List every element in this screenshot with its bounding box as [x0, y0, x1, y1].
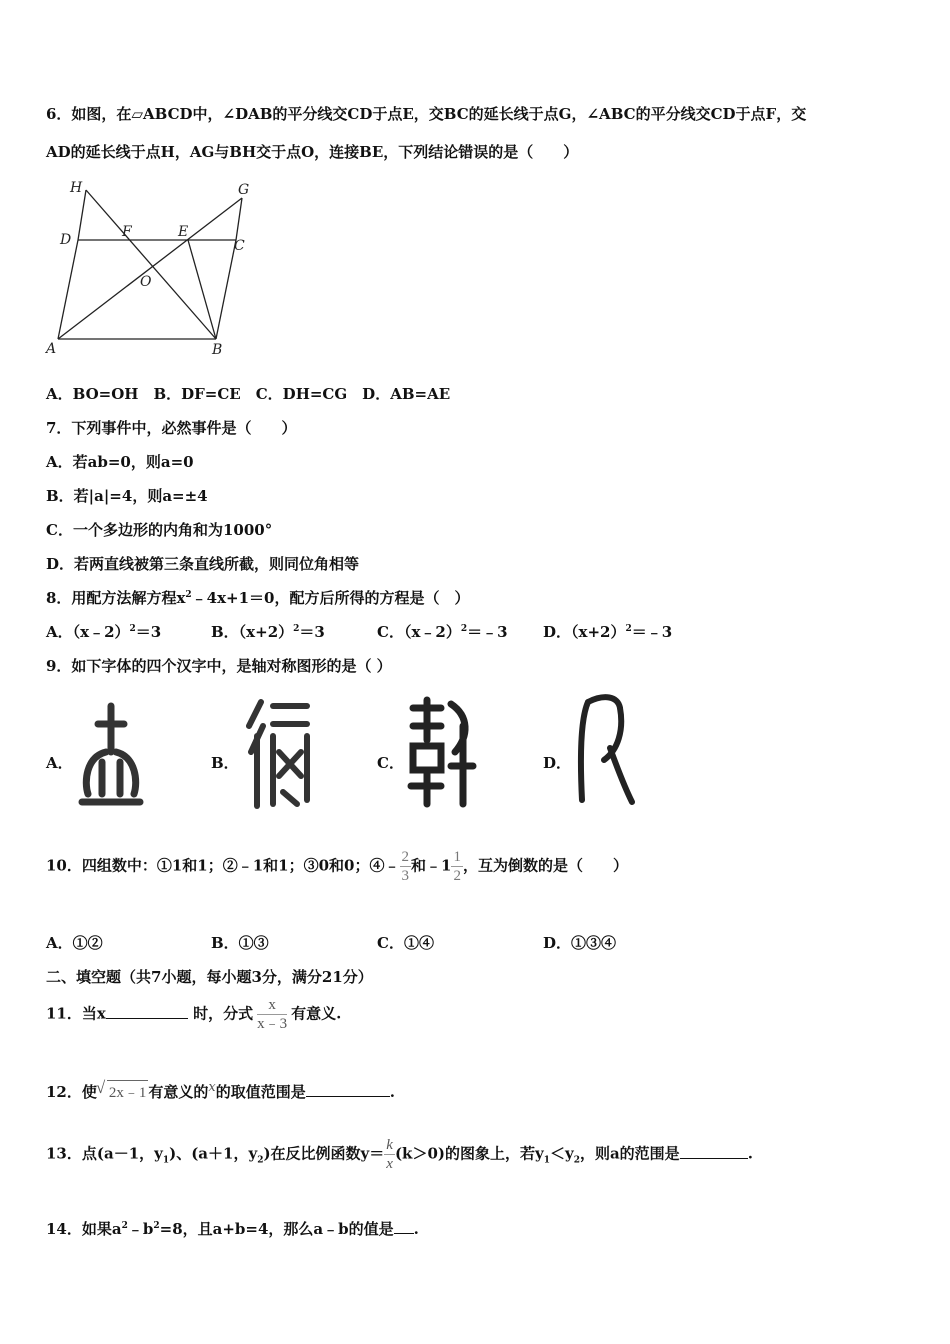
q8-option-a: A．（x﹣2）$^2$＝3: [46, 623, 162, 641]
q8-option-d: D．$(x+2)^2=﹣3$: [543, 623, 673, 641]
q13: 13．点(a－1，$y_1$)、(a＋1，$y_2$)在反比例函数y＝ $\frac{k}{x}$ (k＞0)的图象上，若$y_1<y_2$，则a的范围是 .: [46, 1137, 753, 1172]
seal-glyph-c-image: [407, 696, 477, 812]
q14-blank: [394, 1233, 414, 1234]
q6-figure: [44, 176, 259, 361]
q13-fraction: $\frac{k}{x}$: [386, 1137, 393, 1172]
label-a: A: [46, 341, 57, 357]
q10-option-a: A．①②: [46, 934, 103, 952]
q7-option-c: C．一个多边形的内角和为1000°: [46, 521, 273, 539]
seal-glyph-b-image: [243, 696, 313, 814]
q10-option-b: B．①③: [211, 934, 269, 952]
q6-stem-line2: AD的延长线于点H，AG与BH交于点O，连接BE，下列结论错误的是（ ）: [46, 143, 579, 161]
q7-stem: 7．下列事件中，必然事件是（ ）: [46, 419, 297, 437]
q13-blank: [680, 1158, 748, 1159]
q9-label-c: C．: [377, 754, 404, 772]
q10-stem: 10．四组数中：①1和1；②﹣1和1；③0和0；④﹣ $\frac{2}{3}$ 和﹣1 $\frac{1}{2}$ ，互为倒数的是（ ）: [46, 849, 628, 884]
q9-stem: 9．如下字体的四个汉字中，是轴对称图形的是（ ）: [46, 657, 392, 675]
q12-sqrt: √ 2x﹣1: [107, 1080, 149, 1102]
label-f: F: [122, 224, 132, 240]
q11-fraction: $\frac{x}{x﹣3}$: [257, 997, 288, 1032]
label-b: B: [212, 342, 223, 358]
q6-options: A．BO=OH B．DF=CE C．DH=CG D．AB=AE: [46, 385, 451, 403]
q10-fraction-1: $\frac{2}{3}$: [401, 849, 409, 884]
label-e: E: [178, 224, 189, 240]
q9-label-a: A．: [46, 754, 73, 772]
q7-option-b: B．若|a|=4，则a=±4: [46, 487, 208, 505]
q11: 11．当x 时，分式 $\frac{x}{x﹣3}$ 有意义.: [46, 997, 342, 1032]
q8-stem: 8．用配方法解方程$x^2﹣4x+1=0$，配方后所得的方程是（ ）: [46, 589, 470, 607]
section-2-heading: 二、填空题（共7小题，每小题3分，满分21分）: [46, 968, 373, 986]
q6-stem-line1: 6．如图，在▱ABCD中，∠DAB的平分线交CD于点E，交BC的延长线于点G，∠ABC的平分线交CD于点F，交: [46, 105, 807, 123]
q10-option-c: C．①④: [377, 934, 434, 952]
q12: 12．使√ 2x﹣1 有意义的x的取值范围是 .: [46, 1080, 395, 1102]
label-h: H: [70, 180, 83, 196]
q9-label-d: D．: [543, 754, 572, 772]
seal-glyph-d-image: [574, 690, 638, 808]
q8-option-b: B．$(x+2)^2=3$: [211, 623, 325, 641]
label-d: D: [60, 232, 72, 248]
q12-blank: [306, 1096, 390, 1097]
q11-blank: [106, 1018, 188, 1019]
q8-option-c: C．（x﹣2）$^2$＝﹣3: [377, 623, 508, 641]
q14: 14．如果$a^2﹣b^2=8$，且a+b=4，那么a﹣b的值是 .: [46, 1220, 419, 1238]
seal-glyph-a-image: [76, 702, 146, 812]
q7-option-d: D．若两直线被第三条直线所截，则同位角相等: [46, 555, 360, 573]
label-o: O: [140, 274, 152, 290]
label-c: C: [234, 238, 245, 254]
q10-fraction-2: $\frac{1}{2}$: [453, 849, 461, 884]
q10-option-d: D．①③④: [543, 934, 617, 952]
label-g: G: [238, 182, 250, 198]
q7-option-a: A．若ab=0，则a=0: [46, 453, 194, 471]
q9-label-b: B．: [211, 754, 239, 772]
